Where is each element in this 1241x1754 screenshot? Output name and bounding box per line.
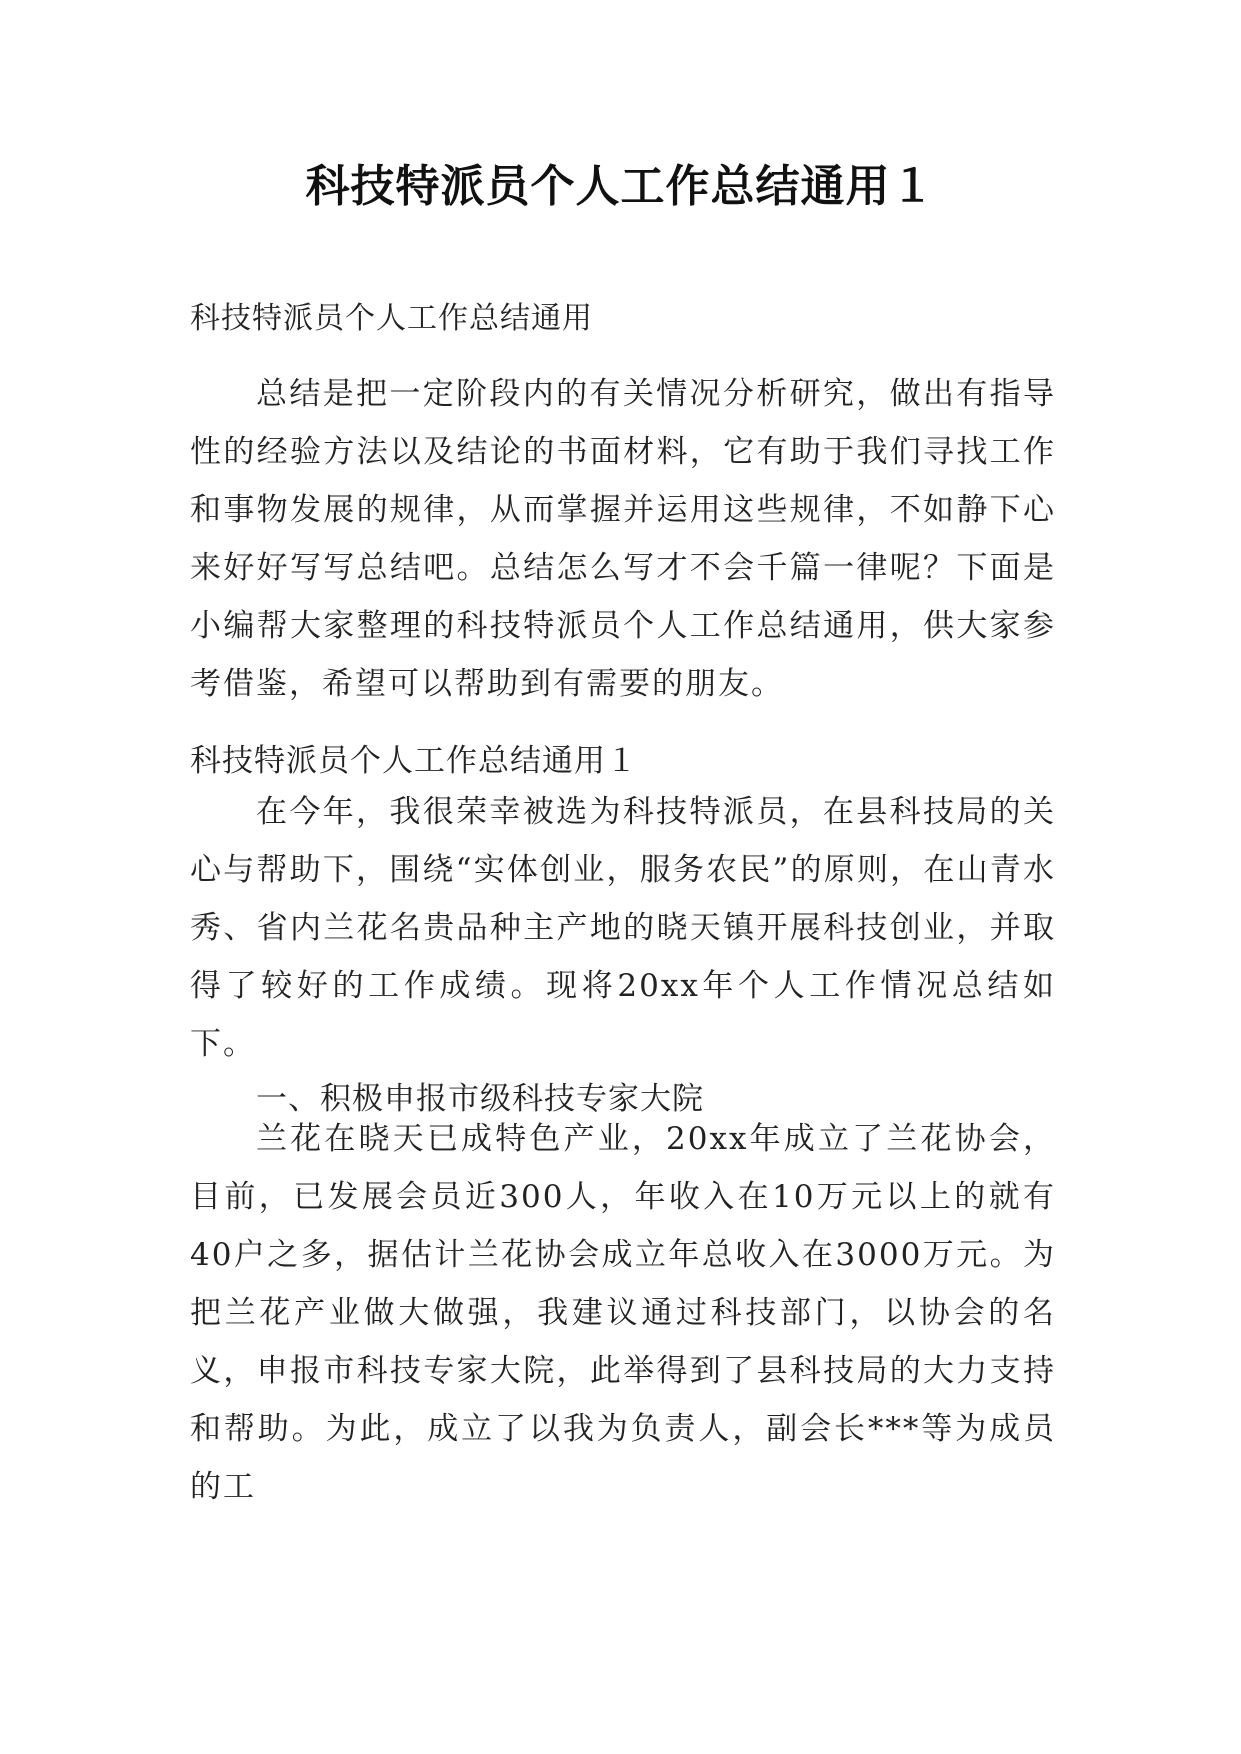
document-subtitle: 科技特派员个人工作总结通用 [190,301,593,336]
section-title: 科技特派员个人工作总结通用１ [190,743,638,779]
body-paragraph: 在今年，我很荣幸被选为科技特派员，在县科技局的关心与帮助下，围绕“实体创业，服务农民”的原则，在山青水秀、省内兰花名贵品种主产地的晓天镇开展科技创业，并取得了较好的工作成绩。现将20xx年个人工作情况总结如下。 [190,794,1056,1062]
heading-one-paragraph: 兰花在晓天已成特色产业，20xx年成立了兰花协会，目前，已发展会员近300人，年收入在10万元以上的就有40户之多，据估计兰花协会成立年总收入在3000万元。为把兰花产业做大做强，我建议通过科技部门，以协会的名义，申报市科技专家大院，此举得到了县科技局的大力支持和帮助。为此，成立了以我为负责人，副会长***等为成员的工 [190,1121,1056,1505]
document-title: 科技特派员个人工作总结通用１ [305,161,936,212]
intro-paragraph: 总结是把一定阶段内的有关情况分析研究，做出有指导性的经验方法以及结论的书面材料，它有助于我们寻找工作和事物发展的规律，从而掌握并运用这些规律，不如静下心来好好写写总结吧。总结怎么写才不会千篇一律呢？下面是小编帮大家整理的科技特派员个人工作总结通用，供大家参考借鉴，希望可以帮助到有需要的朋友。 [190,376,1056,702]
heading-one: 一、积极申报市级科技专家大院 [256,1081,704,1117]
